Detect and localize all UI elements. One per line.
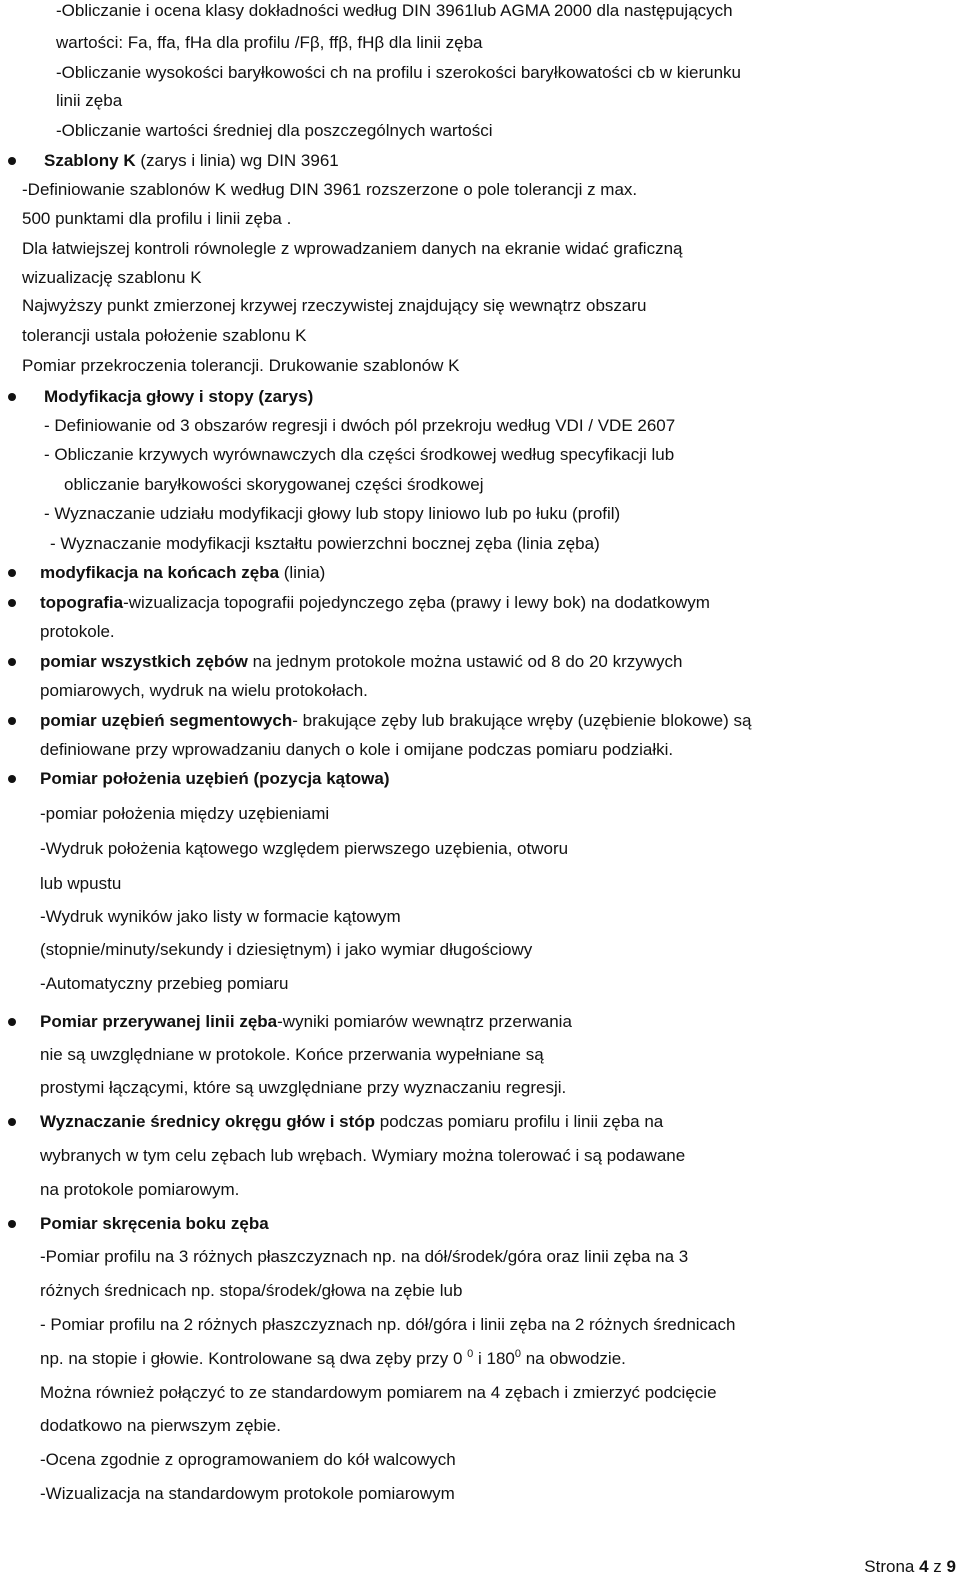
bullet-icon [8, 157, 16, 165]
text-line: dodatkowo na pierwszym zębie. [40, 1416, 281, 1435]
text-line: -pomiar położenia między uzębieniami [40, 804, 330, 823]
section-heading: modyfikacja na końcach zęba (linia) [40, 563, 326, 582]
section-heading: Pomiar skręcenia boku zęba [40, 1214, 269, 1233]
bullet-icon [8, 569, 16, 577]
bullet-icon [8, 717, 16, 725]
section-heading: Modyfikacja głowy i stopy (zarys) [44, 387, 314, 406]
text-line: (stopnie/minuty/sekundy i dziesiętnym) i jako wymiar długościowy [40, 940, 533, 959]
text-line: -Definiowanie szablonów K według DIN 3961 rozszerzone o pole tolerancji z max. [22, 180, 638, 199]
text-line: Dla łatwiejszej kontroli równolegle z wprowadzaniem danych na ekranie widać graficzną [22, 239, 683, 258]
text-line: -Pomiar profilu na 3 różnych płaszczyznach np. na dół/środek/góra oraz linii zęba na 3 [40, 1247, 689, 1266]
text-line: -Obliczanie wysokości baryłkowości ch na profilu i szerokości baryłkowatości cb w kierunku [56, 63, 741, 82]
text-line: wybranych w tym celu zębach lub wrębach. Wymiary można tolerować i są podawane [40, 1146, 686, 1165]
text-line: -Wizualizacja na standardowym protokole pomiarowym [40, 1484, 455, 1503]
text-line: -Ocena zgodnie z oprogramowaniem do kół walcowych [40, 1450, 456, 1469]
text-line: nie są uwzględniane w protokole. Końce przerwania wypełniane są [40, 1045, 544, 1064]
text-line: - Pomiar profilu na 2 różnych płaszczyznach np. dół/góra i linii zęba na 2 różnych średnicach [40, 1315, 736, 1334]
section-heading: topografia-wizualizacja topografii pojedynczego zęba (prawy i lewy bok) na dodatkowym [40, 593, 710, 612]
bullet-icon [8, 1220, 16, 1228]
text-line: lub wpustu [40, 874, 122, 893]
text-line: tolerancji ustala położenie szablonu K [22, 326, 307, 345]
text-line: Można również połączyć to ze standardowym pomiarem na 4 zębach i zmierzyć podcięcie [40, 1383, 717, 1402]
section-heading: pomiar wszystkich zębów na jednym protokole można ustawić od 8 do 20 krzywych [40, 652, 683, 671]
text-line: -Automatyczny przebieg pomiaru [40, 974, 289, 993]
bullet-icon [8, 1018, 16, 1026]
bullet-icon [8, 599, 16, 607]
text-line: - Obliczanie krzywych wyrównawczych dla części środkowej według specyfikacji lub [44, 445, 675, 464]
text-line: prostymi łączącymi, które są uwzględniane przy wyznaczaniu regresji. [40, 1078, 567, 1097]
text-line: 500 punktami dla profilu i linii zęba . [22, 209, 292, 228]
text-line: -Wydruk wyników jako listy w formacie kątowym [40, 907, 401, 926]
text-line: - Wyznaczanie modyfikacji kształtu powierzchni bocznej zęba (linia zęba) [50, 534, 600, 553]
text-line: np. na stopie i głowie. Kontrolowane są dwa zęby przy 0 $^0$ i $180^0$ na obwodzie. [40, 1348, 626, 1368]
bullet-icon [8, 775, 16, 783]
section-heading: Wyznaczanie średnicy okręgu głów i stóp podczas pomiaru profilu i linii zęba na [40, 1112, 664, 1131]
page-number: Strona 4 z 9 [864, 1557, 956, 1576]
text-line: wizualizację szablonu K [22, 268, 202, 287]
section-heading: pomiar uzębień segmentowych- brakujące zęby lub brakujące wręby (uzębienie blokowe) są [40, 711, 752, 730]
text-line: różnych średnicach np. stopa/środek/głowa na zębie lub [40, 1281, 463, 1300]
bullet-icon [8, 658, 16, 666]
text-line: Pomiar przekroczenia tolerancji. Drukowanie szablonów K [22, 356, 460, 375]
text-line: Najwyższy punkt zmierzonej krzywej rzeczywistej znajdujący się wewnątrz obszaru [22, 296, 647, 315]
text-line: na protokole pomiarowym. [40, 1180, 240, 1199]
bullet-icon [8, 1118, 16, 1126]
text-line: - Wyznaczanie udziału modyfikacji głowy lub stopy liniowo lub po łuku (profil) [44, 504, 621, 523]
text-line: protokole. [40, 622, 115, 641]
text-line: wartości: Fa, ffa, fHa dla profilu /Fβ, ffβ, fHβ dla linii zęba [56, 33, 483, 52]
text-line: linii zęba [56, 91, 123, 110]
bullet-icon [8, 393, 16, 401]
text-line: pomiarowych, wydruk na wielu protokołach. [40, 681, 368, 700]
text-line: definiowane przy wprowadzaniu danych o kole i omijane podczas pomiaru podziałki. [40, 740, 674, 759]
text-line: obliczanie baryłkowości skorygowanej części środkowej [64, 475, 484, 494]
section-heading: Szablony K (zarys i linia) wg DIN 3961 [44, 151, 339, 170]
section-heading: Pomiar położenia uzębień (pozycja kątowa) [40, 769, 390, 788]
text-line: -Obliczanie wartości średniej dla poszczególnych wartości [56, 121, 493, 140]
text-line: -Obliczanie i ocena klasy dokładności według DIN 3961lub AGMA 2000 dla następujących [56, 1, 733, 20]
text-line: - Definiowanie od 3 obszarów regresji i dwóch pól przekroju według VDI / VDE 2607 [44, 416, 676, 435]
text-line: -Wydruk położenia kątowego względem pierwszego uzębienia, otworu [40, 839, 569, 858]
section-heading: Pomiar przerywanej linii zęba-wyniki pomiarów wewnątrz przerwania [40, 1012, 572, 1031]
